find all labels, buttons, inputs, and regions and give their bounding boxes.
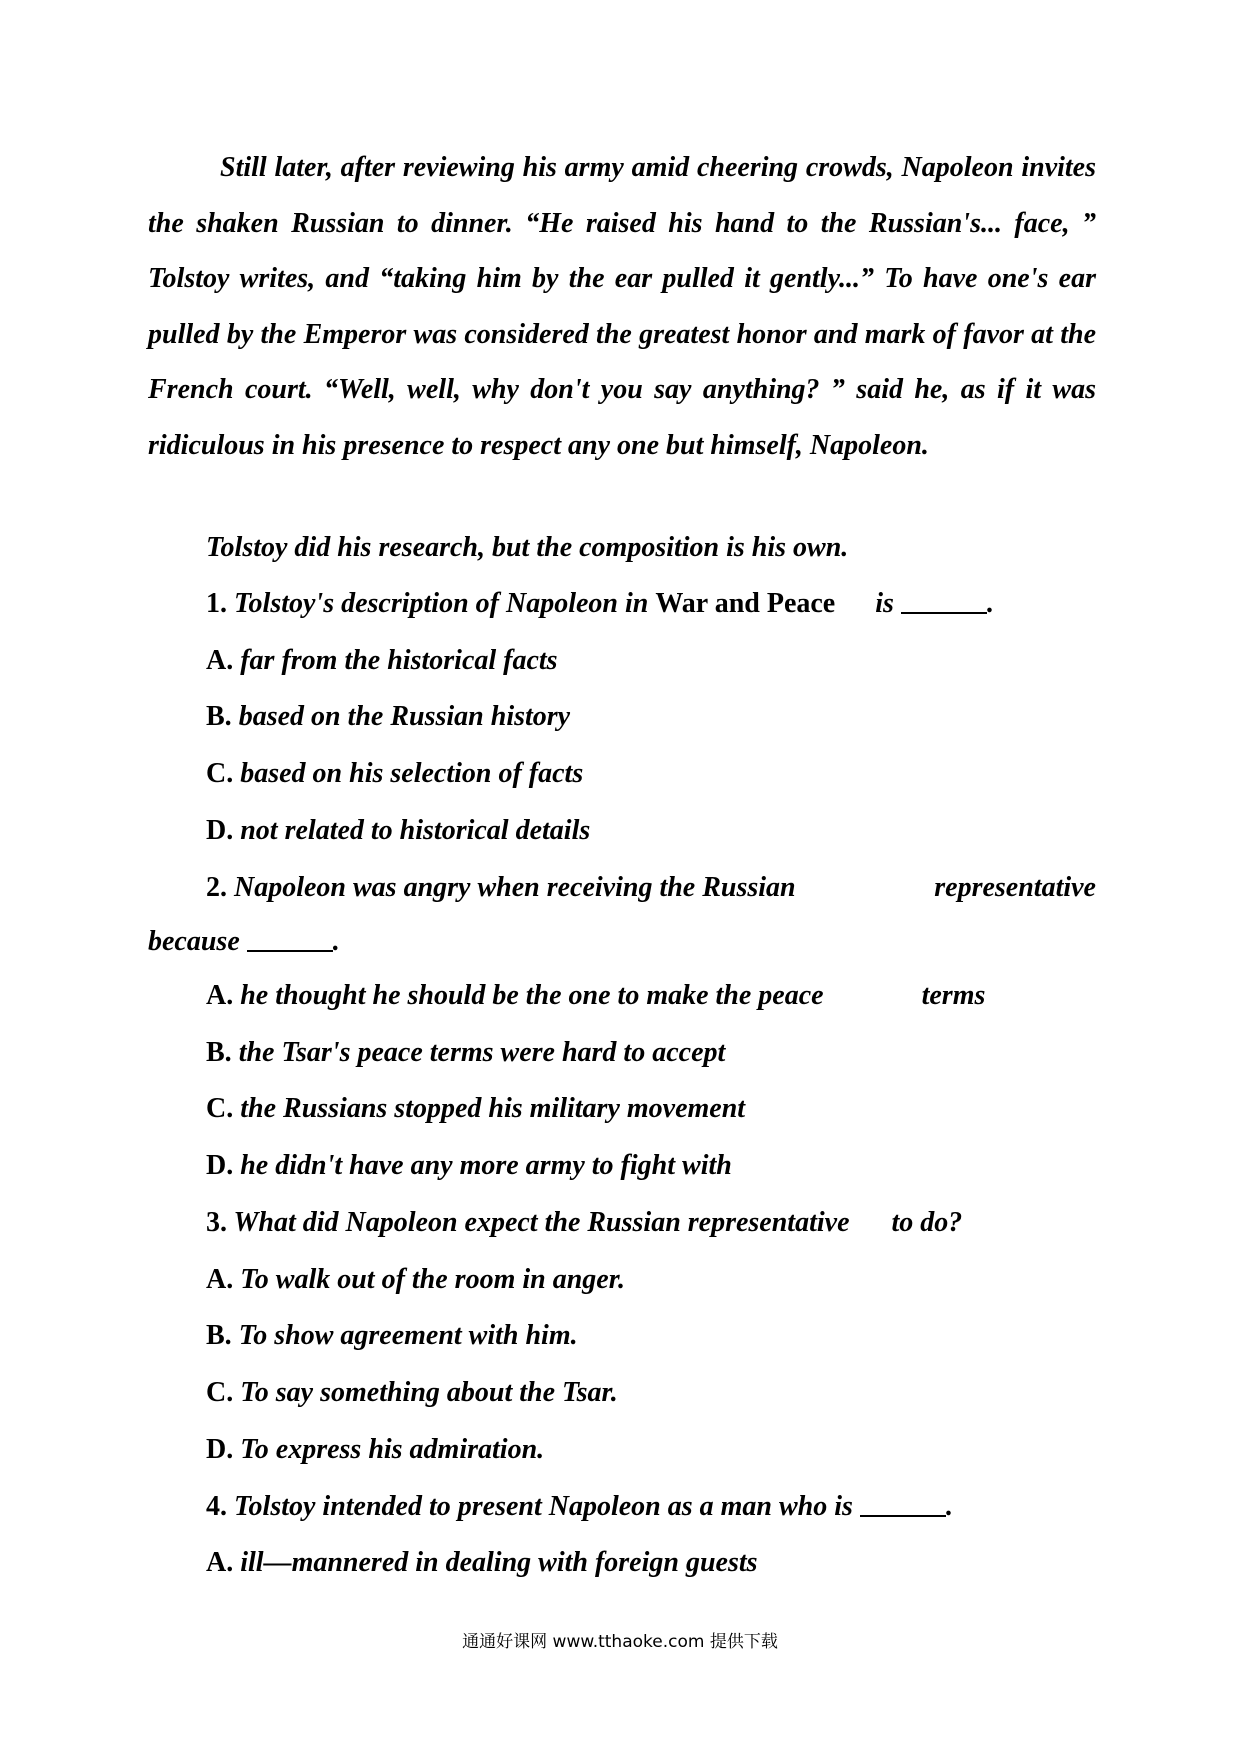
question-4 — [206, 1487, 953, 1527]
book-title: War and Peace — [655, 588, 836, 619]
option-1d — [206, 811, 590, 851]
option-letter: D. — [206, 1434, 234, 1465]
option-text: To express his admiration. — [240, 1434, 545, 1465]
option-letter: A. — [206, 645, 234, 676]
option-letter: C. — [206, 1093, 234, 1124]
option-text: not related to historical details — [240, 815, 591, 846]
option-text: based on the Russian history — [238, 701, 571, 732]
option-text: he didn't have any more army to fight with — [240, 1150, 732, 1181]
passage-paragraph-2: Tolstoy did his research, but the composition is his own. — [206, 532, 849, 563]
question-text: Tolstoy's description of Napoleon in — [234, 588, 649, 619]
answer-blank — [860, 1489, 946, 1517]
option-text: ill—mannered in dealing with foreign guests — [240, 1547, 758, 1578]
option-2a — [206, 976, 985, 1016]
question-text: What did Napoleon expect the Russian representative — [233, 1207, 850, 1238]
option-2d — [206, 1146, 732, 1186]
question-text-tail: representative — [934, 872, 1096, 903]
option-3d — [206, 1430, 544, 1470]
question-text: Tolstoy intended to present Napoleon as a man who is — [234, 1491, 853, 1522]
option-text: the Russians stopped his military movement — [240, 1093, 746, 1124]
question-2 — [206, 868, 1096, 908]
option-3a — [206, 1260, 625, 1300]
question-text: because — [148, 926, 240, 957]
question-text-tail: is — [875, 588, 894, 619]
option-letter: B. — [206, 1320, 232, 1351]
option-1a — [206, 641, 558, 681]
question-number: 1. — [206, 588, 227, 619]
option-letter: C. — [206, 1377, 234, 1408]
option-text: To walk out of the room in anger. — [240, 1264, 626, 1295]
option-letter: D. — [206, 815, 234, 846]
question-number: 4. — [206, 1491, 227, 1522]
option-4a — [206, 1543, 758, 1583]
question-number: 2. — [206, 872, 227, 903]
question-end: . — [986, 588, 994, 619]
option-3c — [206, 1373, 618, 1413]
answer-blank — [901, 586, 987, 614]
question-3 — [206, 1203, 962, 1243]
option-text: he thought he should be the one to make the peace — [240, 980, 824, 1011]
option-text: the Tsar's peace terms were hard to accept — [238, 1037, 726, 1068]
option-text: based on his selection of facts — [240, 758, 584, 789]
option-text: To show agreement with him. — [238, 1320, 578, 1351]
option-letter: B. — [206, 701, 232, 732]
option-text: To say something about the Tsar. — [240, 1377, 618, 1408]
question-number: 3. — [206, 1207, 227, 1238]
option-1b — [206, 697, 570, 737]
option-letter: C. — [206, 758, 234, 789]
passage-paragraph-1: Still later, after reviewing his army amid cheering crowds, Napoleon invites the shaken Russian to dinner. “He raised his hand to the Russian's... face, ” Tolstoy writes, and “taking him by the ear pulled it gently...” To have one's ear pulled by the Emperor was considered the greatest honor and mark of favor at the French court. “Well, well, why don't you say anything? ” said he, as if it was ridiculous in his presence to respect any one but himself, Napoleon. — [148, 152, 1096, 461]
option-1c — [206, 754, 583, 794]
question-end: . — [332, 926, 340, 957]
answer-blank — [247, 924, 333, 952]
option-text-tail: terms — [921, 980, 986, 1011]
question-1 — [206, 584, 994, 624]
option-text: far from the historical facts — [240, 645, 558, 676]
option-letter: A. — [206, 1547, 234, 1578]
option-letter: B. — [206, 1037, 232, 1068]
option-2b — [206, 1033, 725, 1073]
option-letter: D. — [206, 1150, 234, 1181]
option-letter: A. — [206, 980, 234, 1011]
option-2c — [206, 1089, 745, 1129]
option-3b — [206, 1316, 578, 1356]
question-end: . — [945, 1491, 953, 1522]
question-2-continuation — [148, 922, 340, 962]
question-text-tail: to do? — [891, 1207, 963, 1238]
question-text: Napoleon was angry when receiving the Russian — [234, 872, 796, 903]
option-letter: A. — [206, 1264, 234, 1295]
page-footer: 通通好课网 www.tthaoke.com 提供下载 — [462, 1632, 778, 1652]
